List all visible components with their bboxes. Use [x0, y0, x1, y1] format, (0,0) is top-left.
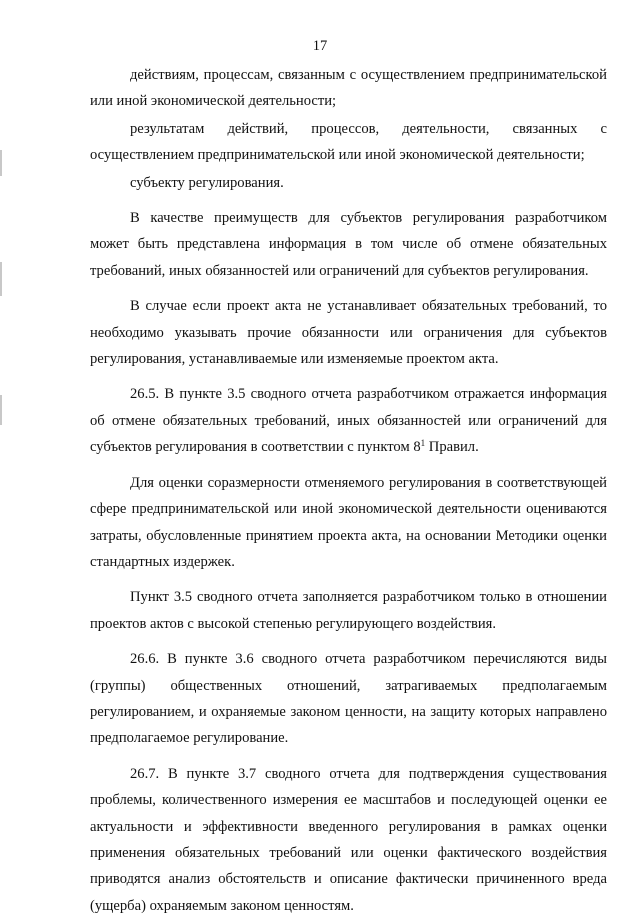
document-body — [90, 62, 607, 919]
paragraph: В случае если проект акта не устанавливает обязательных требований, то необходимо указывать прочие обязанности или ограничения для субъектов регулирования, устанавливаемые или изменяемые проектом акта. — [90, 298, 607, 368]
paragraph: 26.6. В пункте 3.6 сводного отчета разработчиком перечисляются виды (группы) общественных отношений, затрагиваемых предполагаемым регулированием, и охраняемые законом ценности, на защиту которых направлено предполагаемое регулирование. — [90, 651, 607, 747]
paragraph: результатам действий, процессов, деятельности, связанных с осуществлением предпринимательской или иной экономической деятельности; — [90, 120, 607, 164]
paragraph: Пункт 3.5 сводного отчета заполняется разработчиком только в отношении проектов актов с высокой степенью регулирующего воздействия. — [90, 589, 607, 632]
paragraph-text: 26.5. В пункте 3.5 сводного отчета разработчиком отражается информация об отмене обязательных требований, иных обязанностей или ограничений для субъектов регулирования в соответствии с пунктом 8 — [90, 386, 607, 456]
paragraph: 26.7. В пункте 3.7 сводного отчета для подтверждения существования проблемы, количественного измерения ее масштабов и последующей оценки ее актуальности и эффективности введенного регулирования в рамках оценки применения обязательных требований или оценки фактического воздействия приводятся анализ обстоятельств и описание фактически причиненного вреда (ущерба) охраняемым законом ценностям. — [90, 765, 607, 914]
scan-margin-mark — [0, 150, 2, 176]
footnote-superscript: 1 — [420, 438, 426, 449]
paragraph — [90, 381, 607, 460]
paragraph: Для оценки соразмерности отменяемого регулирования в соответствующей сфере предпринимательской или иной экономической деятельности оцениваются затраты, обусловленные принятием проекта акта, на основании Методики оценки стандартных издержек. — [90, 474, 607, 570]
page-number: 17 — [312, 38, 328, 54]
scan-margin-mark — [0, 262, 2, 296]
paragraph: субъекту регулирования. — [130, 174, 284, 191]
paragraph: действиям, процессам, связанным с осуществлением предпринимательской или иной экономической деятельности; — [90, 67, 607, 110]
paragraph: В качестве преимуществ для субъектов регулирования разработчиком может быть представлена информация в том числе об отмене обязательных требований, иных обязанностей или ограничений для субъектов регулирования. — [90, 210, 607, 279]
scan-margin-mark — [0, 395, 2, 425]
paragraph-text: Правил. — [425, 439, 479, 456]
